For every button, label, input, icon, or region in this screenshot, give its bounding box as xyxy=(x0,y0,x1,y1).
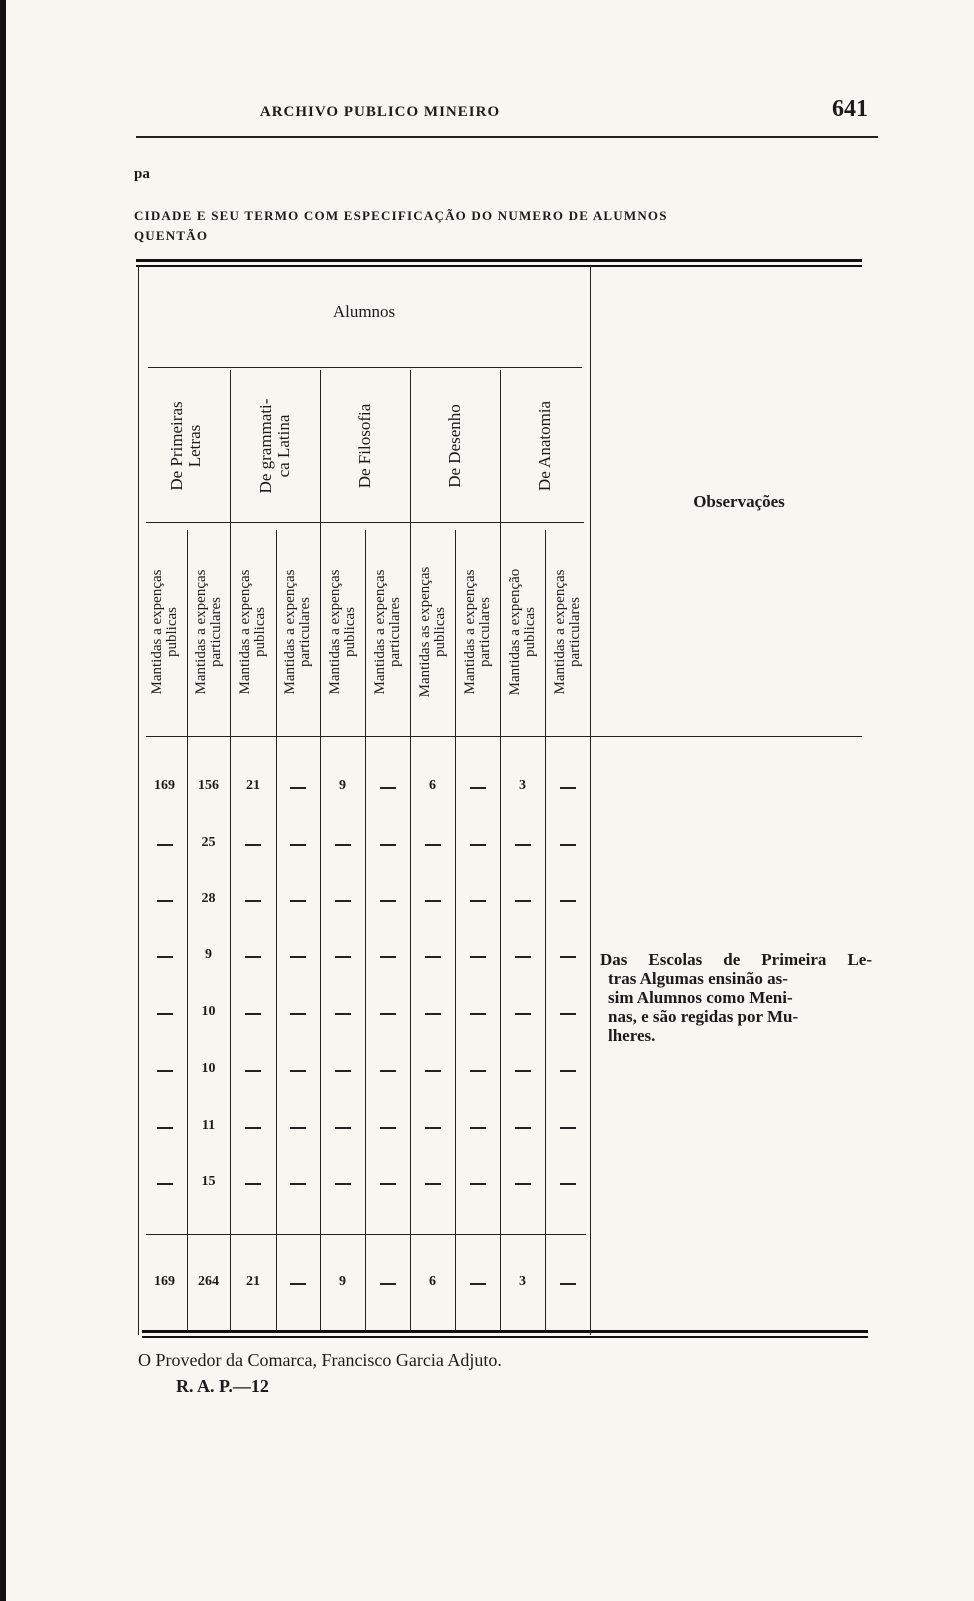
table-left-border xyxy=(138,265,139,1335)
table-cell-dash xyxy=(245,900,261,902)
subject-header-line: De grammati- xyxy=(256,398,275,494)
table-cell-dash xyxy=(157,844,173,846)
table-cell-dash xyxy=(335,900,351,902)
table-cell-dash xyxy=(157,1127,173,1129)
table-cell-dash xyxy=(515,1183,531,1185)
table-cell-dash xyxy=(157,1070,173,1072)
table-cell-dash xyxy=(470,1127,486,1129)
alumnos-header: Alumnos xyxy=(332,302,396,321)
total-cell-dash xyxy=(290,1283,306,1285)
table-cell-dash xyxy=(470,1183,486,1185)
table-cell-dash xyxy=(245,956,261,958)
observations-text xyxy=(600,950,872,1045)
table-cell-dash xyxy=(425,1070,441,1072)
table-cell-dash xyxy=(290,1127,306,1129)
reference-mark: R. A. P.—12 xyxy=(176,1376,269,1396)
table-cell-dash xyxy=(515,1070,531,1072)
subcolumn-header-line: publicas xyxy=(431,607,448,658)
total-cell: 264 xyxy=(198,1274,219,1289)
subcolumn-header xyxy=(508,569,538,696)
table-cell-dash xyxy=(425,844,441,846)
table-cell-dash xyxy=(515,1013,531,1015)
subcolumn-header-line: particulares xyxy=(566,597,583,667)
subcolumn-header xyxy=(194,570,224,695)
subcolumn-header-line: publicas xyxy=(252,607,268,658)
signature-line: O Provedor da Comarca, Francisco Garcia Adjuto. xyxy=(138,1350,502,1370)
subcolumn-header-line: particulares xyxy=(476,597,493,667)
table-cell-dash xyxy=(425,1183,441,1185)
subject-divider xyxy=(500,370,501,1332)
table-cell-dash xyxy=(470,844,486,846)
subcolumn-header xyxy=(150,570,180,695)
table-cell-dash xyxy=(290,787,306,789)
table-cell-dash xyxy=(245,1070,261,1072)
table-cell: 3 xyxy=(519,778,526,793)
table-cell: 25 xyxy=(201,835,216,850)
subcolumn-header xyxy=(463,570,493,695)
table-cell: 9 xyxy=(339,778,346,793)
observation-line: Das Escolas de Primeira Le- xyxy=(600,950,872,969)
table-cell: 10 xyxy=(201,1061,216,1076)
subcolumn-header-line: Mantidas a expenças xyxy=(326,569,343,695)
table-cell-dash xyxy=(560,1183,576,1185)
subcolumn-header-line: Mantidas a expenção xyxy=(506,568,523,696)
subject-header-line: De Primeiras xyxy=(167,401,186,491)
totals-rule xyxy=(146,1234,586,1235)
subcolumn-header xyxy=(328,570,358,695)
subcolumn-header-line: Mantidas a expenças xyxy=(282,569,298,695)
table-cell-dash xyxy=(470,1013,486,1015)
total-cell-dash xyxy=(560,1283,576,1285)
subject-header-line: De Anatomia xyxy=(535,400,554,492)
table-caption xyxy=(134,206,874,246)
table-cell-dash xyxy=(245,1127,261,1129)
table-cell-dash xyxy=(560,956,576,958)
table-cell-dash xyxy=(560,844,576,846)
subcolumn-header-line: Mantidas a expenças xyxy=(551,569,568,695)
subject-header-line: De Desenho xyxy=(445,404,464,488)
table-cell-dash xyxy=(515,844,531,846)
subcolumn-header xyxy=(553,570,583,695)
table-cell-dash xyxy=(157,1183,173,1185)
table-cell-dash xyxy=(380,956,396,958)
fragment-text: pa xyxy=(134,166,150,182)
total-cell: 9 xyxy=(339,1274,346,1289)
table-cell-dash xyxy=(560,900,576,902)
subcolumn-header-line: particulares xyxy=(386,597,403,667)
total-cell-dash xyxy=(470,1283,486,1285)
subcolumn-divider xyxy=(276,530,277,1332)
subcolumn-header-line: Mantidas as expenças xyxy=(416,566,433,698)
subcolumn-header xyxy=(418,567,448,698)
table-cell-dash xyxy=(380,844,396,846)
caption-line-1: CIDADE E SEU TERMO COM ESPECIFICAÇÃO DO NUMERO DE ALUMNOS xyxy=(134,208,668,223)
table-bottom-rule xyxy=(142,1330,868,1338)
subcolumn-header-line: publicas xyxy=(341,607,358,658)
table-cell-dash xyxy=(157,900,173,902)
table-cell-dash xyxy=(290,1013,306,1015)
table-cell-dash xyxy=(470,1070,486,1072)
observations-header: Observações xyxy=(693,492,785,511)
subject-divider xyxy=(320,370,321,1332)
caption-line-2: QUENTÃO xyxy=(134,228,209,243)
table-cell-dash xyxy=(425,900,441,902)
subject-header xyxy=(446,404,464,488)
subject-header-line: Letras xyxy=(185,424,204,468)
table-cell-dash xyxy=(560,1070,576,1072)
table-cell: 21 xyxy=(246,778,260,793)
total-cell: 6 xyxy=(429,1274,436,1289)
subcolumn-header-line: publicas xyxy=(163,607,180,658)
table-cell-dash xyxy=(380,1013,396,1015)
subject-header-line: ca Latina xyxy=(274,414,293,478)
table-cell: 6 xyxy=(429,778,436,793)
table-cell-dash xyxy=(157,956,173,958)
observation-line: sim Alumnos como Meni- xyxy=(608,988,793,1007)
table-cell-dash xyxy=(515,900,531,902)
subcolumn-header-line: Mantidas a expenças xyxy=(371,569,388,695)
total-cell-dash xyxy=(380,1283,396,1285)
subcolumn-header-line: publicas xyxy=(521,607,538,657)
subject-divider xyxy=(410,370,411,1332)
table-cell-dash xyxy=(290,1070,306,1072)
table-cell-dash xyxy=(470,787,486,789)
subcolumn-divider xyxy=(545,530,546,1332)
table-cell-dash xyxy=(425,1013,441,1015)
table-cell: 169 xyxy=(154,778,175,793)
subject-header xyxy=(257,399,293,494)
observation-line: lheres. xyxy=(608,1026,656,1045)
table-cell-dash xyxy=(515,956,531,958)
table-cell-dash xyxy=(335,1127,351,1129)
table-cell-dash xyxy=(380,1070,396,1072)
subcolumn-divider xyxy=(455,530,456,1332)
total-cell: 169 xyxy=(154,1274,175,1289)
subject-header-line: De Filosofia xyxy=(355,403,374,489)
total-cell: 21 xyxy=(246,1274,260,1289)
running-title: ARCHIVO PUBLICO MINEIRO xyxy=(259,104,501,120)
table-cell-dash xyxy=(290,844,306,846)
table-cell-dash xyxy=(470,900,486,902)
table-top-rule xyxy=(136,259,862,267)
total-cell: 3 xyxy=(519,1274,526,1289)
table-cell-dash xyxy=(245,1013,261,1015)
subcolumn-header-line: Mantidas a expenças xyxy=(461,569,478,695)
table-cell-dash xyxy=(425,956,441,958)
table-cell-dash xyxy=(335,1183,351,1185)
table-cell-dash xyxy=(157,1013,173,1015)
subcolumn-header-line: Mantidas a expenças xyxy=(237,569,253,695)
table-cell: 11 xyxy=(201,1118,216,1133)
subject-header xyxy=(168,401,204,490)
subcolumn-header-line: Mantidas a expenças xyxy=(192,569,209,695)
subcolumn-header-line: particulares xyxy=(297,597,313,667)
table-cell-dash xyxy=(380,900,396,902)
table-cell: 10 xyxy=(201,1004,216,1019)
table-cell: 28 xyxy=(201,891,216,906)
table-cell-dash xyxy=(290,956,306,958)
observation-line: nas, e são regidas por Mu- xyxy=(608,1007,799,1026)
observations-divider xyxy=(590,265,591,1335)
table-cell-dash xyxy=(245,844,261,846)
table-cell-dash xyxy=(290,900,306,902)
table-cell: 156 xyxy=(198,778,219,793)
subcolumn-divider xyxy=(187,530,188,1332)
table-cell-dash xyxy=(560,1127,576,1129)
table-cell-dash xyxy=(560,787,576,789)
table-cell-dash xyxy=(515,1127,531,1129)
table-cell: 9 xyxy=(205,947,212,962)
subcolumn-header xyxy=(283,570,313,695)
subcolumn-header-line: Mantidas a expenças xyxy=(148,569,165,695)
table-cell-dash xyxy=(335,956,351,958)
subject-header xyxy=(356,404,374,489)
observation-line: tras Algumas ensinão as- xyxy=(608,969,788,988)
subcolumn-header xyxy=(373,570,403,695)
table-cell-dash xyxy=(335,844,351,846)
table-cell-dash xyxy=(380,1127,396,1129)
subcolumn-divider xyxy=(365,530,366,1332)
subject-underline xyxy=(146,522,584,523)
table-cell-dash xyxy=(380,787,396,789)
subcolumn-header xyxy=(238,570,268,695)
table-cell: 15 xyxy=(201,1174,216,1189)
subcolumn-header-line: particulares xyxy=(207,597,224,667)
page-number: 641 xyxy=(832,96,868,122)
header-bottom-rule xyxy=(146,736,862,737)
table-cell-dash xyxy=(470,956,486,958)
subject-header xyxy=(536,401,554,491)
header-rule xyxy=(136,136,878,138)
table-cell-dash xyxy=(290,1183,306,1185)
table-cell-dash xyxy=(380,1183,396,1185)
table-cell-dash xyxy=(335,1070,351,1072)
table-cell-dash xyxy=(560,1013,576,1015)
alumnos-underline xyxy=(148,367,582,368)
table-cell-dash xyxy=(335,1013,351,1015)
page-binding-edge xyxy=(0,0,6,1601)
table-cell-dash xyxy=(425,1127,441,1129)
table-cell-dash xyxy=(245,1183,261,1185)
